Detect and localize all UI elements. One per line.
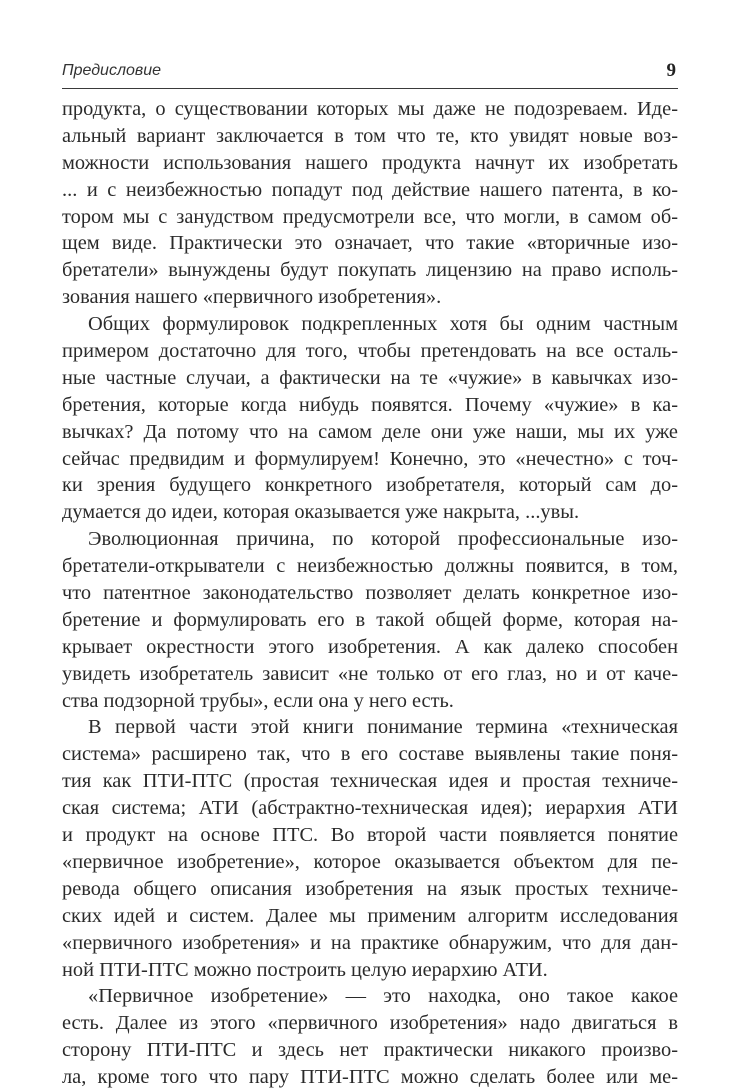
text-line: можности использования нашего продукта начнут их изобретать [62, 151, 678, 174]
text-line: ла, кроме того что пару ПТИ-ПТС можно сделать более или ме- [62, 1066, 678, 1089]
running-title: Предисловие [62, 62, 162, 79]
text-line: тия как ПТИ-ПТС (простая техническая идея и простая техниче- [62, 770, 678, 793]
text-line: альный вариант заключается в том что те, кто увидят новые воз- [62, 124, 678, 147]
text-line: «первичного изобретения» и на практике обнаружим, что для дан- [62, 931, 678, 954]
text-line: щем виде. Практически это означает, что такие «вторичные изо- [62, 232, 678, 255]
text-line: продукта, о существовании которых мы даже не подозреваем. Иде- [62, 98, 678, 120]
body-text [62, 96, 678, 1091]
text-line: есть. Далее из этого «первичного изобретения» надо двигаться в [62, 1012, 678, 1035]
text-line: бретения, которые когда нибудь появятся. Почему «чужие» в ка- [62, 393, 678, 416]
text-line: бретение и формулировать его в такой общей форме, которая на- [62, 608, 678, 631]
text-line: ревода общего описания изобретения на язык простых техниче- [62, 877, 678, 900]
paragraph-first-line: Общих формулировок подкрепленных хотя бы одним частным [88, 313, 678, 336]
text-line: ства подзорной трубы», если она у него есть. [62, 689, 454, 712]
text-line: бретатели-открыватели с неизбежностью должны появится, в том, [62, 555, 678, 578]
text-line: тором мы с занудством предусмотрели все, что могли, в самом об- [62, 205, 678, 228]
text-line: ной ПТИ-ПТС можно построить целую иерархию АТИ. [62, 958, 548, 981]
paragraph-first-line: «Первичное изобретение» — это находка, оно такое какое [88, 985, 678, 1008]
text-line: увидеть изобретатель зависит «не только от его глаз, но и от каче- [62, 662, 678, 685]
text-line: вычках? Да потому что на самом деле они уже наши, мы их уже [62, 420, 678, 443]
text-line: ских идей и систем. Далее мы применим алгоритм исследования [62, 904, 678, 927]
text-line: бретатели» вынуждены будут покупать лицензию на право исполь- [62, 259, 678, 282]
page-header [62, 60, 678, 89]
text-line: сторону ПТИ-ПТС и здесь нет практически никакого произво- [62, 1039, 678, 1062]
text-line: ... и с неизбежностью попадут под действие нашего патента, в ко- [62, 178, 678, 201]
text-line: думается до идеи, которая оказывается уже накрыта, ...увы. [62, 501, 580, 524]
text-line: ные частные случаи, а фактически на те «чужие» в кавычках изо- [62, 366, 678, 389]
text-line: сейчас предвидим и формулируем! Конечно, это «нечестно» с точ- [62, 447, 678, 470]
text-line: зования нашего «первичного изобретения». [62, 286, 442, 309]
text-line: крывает окрестности этого изобретения. А как далеко способен [62, 635, 678, 658]
paragraph-first-line: Эволюционная причина, по которой профессиональные изо- [88, 528, 678, 551]
text-line: примером достаточно для того, чтобы претендовать на все осталь- [62, 340, 678, 363]
text-line: «первичное изобретение», которое оказывается объектом для пе- [62, 850, 678, 873]
page-number: 9 [666, 60, 676, 81]
text-line: ская система; АТИ (абстрактно-техническая идея); иерархия АТИ [62, 797, 678, 820]
text-line: и продукт на основе ПТС. Во второй части появляется понятие [62, 824, 678, 847]
text-line: система» расширено так, что в его составе выявлены такие поня- [62, 743, 678, 766]
text-line: что патентное законодательство позволяет делать конкретное изо- [62, 582, 678, 605]
paragraph-first-line: В первой части этой книги понимание термина «техническая [88, 716, 678, 739]
text-line: ки зрения будущего конкретного изобретателя, который сам до- [62, 474, 678, 497]
